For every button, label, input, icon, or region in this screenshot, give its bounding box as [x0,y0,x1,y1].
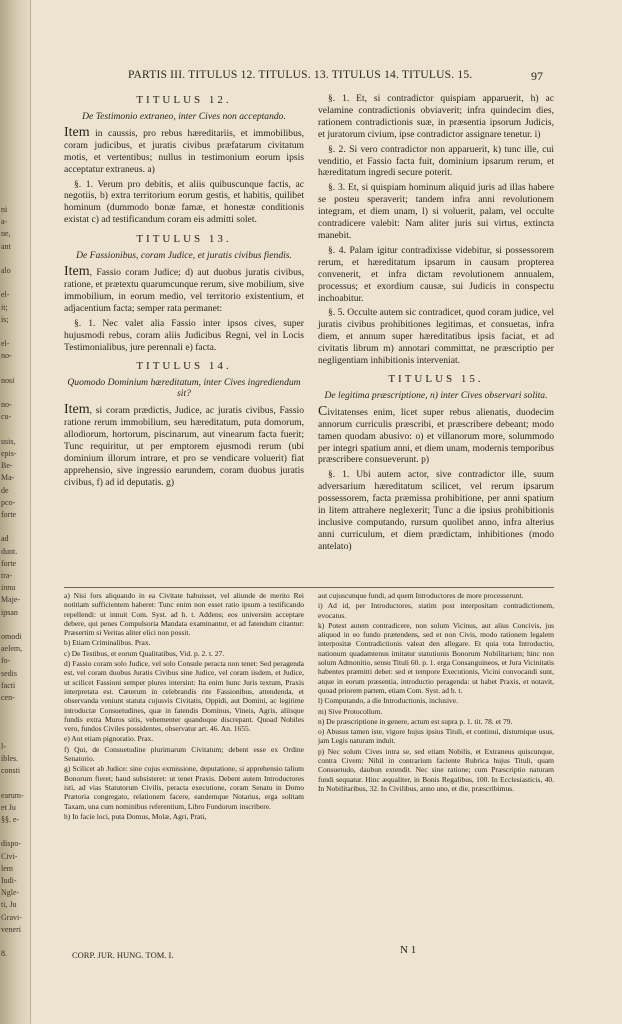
gutter-fragment: forte [1,558,17,568]
gutter-fragment: omodi [1,632,22,641]
gutter-fragment: forte [1,510,17,519]
gutter-fragment: 8. [1,949,7,959]
title-14-section-1: §. 1. Et, si contradictor quispiam apparuerit, h) ac velamine contradictionis obviaverit; infra quindecim dies, rationem contradictionis suæ, in præsentia ipsorum Judicis, et juratorum civium, ipse contradictor assignare tenetur. i) [318,93,554,140]
title-14-heading: TITULUS 14. [136,360,232,373]
footnote: i) Ad id, per Introductores, statim post interpositam contradictionem, evocatus. [318,601,554,620]
gutter-fragment: sedis [1,668,17,678]
gutter-fragment: nosi [1,375,15,385]
footnote: aut cujuscunque fundi, ad quem Introductores de more processerunt. [318,591,524,600]
gutter-fragment: aelem, [1,644,23,654]
title-12-paragraph [64,124,304,176]
footnote: c) De Testibus, et eorum Qualitatibus, Vid. p. 2. t. 27. [64,648,225,658]
initial-word: Item [64,402,90,418]
gutter-fragment: no- [1,400,12,410]
footnote: m) Sive Protocollum. [318,706,383,716]
gutter-fragment: dispo- [1,839,21,849]
gutter-fragment: lem [1,863,13,873]
footnote: p) Nec solum Cives intra se, sed etiam Nobilis, et Extraneus quiscunque, contra Civem: Nihil in contrarium faciente Rubrica hujus Tituli, quam Consuetudo, daubun extendit. Nec sine ratione; cum Præscriptio naturam fundi sequatur. Hinc æqualiter, in Bonis Regalibus, 100. In Ecclesiasticis, 40. In Nobilitaribus, 32. In Civilibus, anno uno, et die, præscribimus. [318,746,554,793]
footnote: b) Etiam Criminalibus. Prax. [64,638,151,648]
bottom-imprint: CORP. JUR. HUNG. TOM. I. [72,950,174,960]
footnotes-left [64,591,304,822]
gutter-fragment: ti, Ju [1,900,17,910]
gutter-fragment: it; [1,302,8,312]
gutter-fragment: ibles. [1,754,19,763]
initial-word: Item [64,264,90,280]
gutter-fragment: no- [1,351,12,361]
gutter-fragment: fo- [1,656,11,666]
footnote: n) De præscriptione in genere, actum est supra p. 1. tit. 78. et 79. [318,716,513,726]
paragraph-text: , si coram prædictis, Judice, ac juratis civibus, Fassio ratione rerum immobilium, seu hæreditatum, puta domorum, allodiorum, hortorum, piscinarum, aut vinearum facta fuerit; Tunc requiritur, ut per emptorem ejusmodi rerum (ubi dominium illorum intrare, et pro se vendicare voluerit) fiat apprehensio, sive ingressio earundem, coram duobus juratis civibus, f) ad id deputatis. g) [64,405,304,488]
gutter-fragment: ne, [1,229,11,239]
gutter-fragment: Ngle- [1,888,20,898]
gutter-fragment: facti [1,680,16,690]
title-13-paragraph [64,266,304,315]
footnote: g) Scilicet ab Judice: sine cujus exmissione, deputatione, si apprehensio talium Bonorum fieret; haud subsisteret: ut tenet Praxis. Debent autem Introductores isti, ad vias Statutorum Civilis, peracta executione, coram Senatu in Domo Prætoria congregato, relationem facere, eandemque Notarius, erga solitam Taxam, una cum nominibus referentium, Libro Fundorum inscribere. [64,764,304,811]
footnote: h) In facie loci, puta Domus, Molæ, Agri, Prati, [64,811,207,821]
gutter-fragment: cen- [1,693,15,702]
gutter-fragment: epis- [1,449,17,458]
footnote-rule [64,587,554,588]
footnotes-right [318,591,554,794]
title-13-subtitle: De Fassionibus, coram Judice, et juratis civibus fiendis. [76,250,292,262]
title-15-section-1: §. 1. Ubi autem actor, sive contradictor ille, suum adversarium hæreditatum scilicet, vel rerum ipsarum possessorem, facta præmissa prohibitione, per anni spatium in litem attrahere neglexerit; Tunc a die ipsius prohibitionis inclusive computando, rursum quolibet anno, infra alterius anni curriculum, et diem prædictam, inhibitiones (modo antelato) [318,469,554,552]
paragraph-text: , Fassio coram Judice; d) aut duobus juratis civibus, ratione, et prætextu quarumcunque rerum, sive mobilium, sive immobilium, in eorum medio, vel territorio existentium, et adjacentium facta; semper rata permanet: [64,267,304,314]
gutter-fragment: consti [1,766,21,776]
gutter-fragment: Civi- [1,851,18,861]
gutter-fragment: pco- [1,497,16,507]
title-12-heading: TITULUS 12. [136,94,232,106]
title-14-section-4: §. 4. Palam igitur contradixisse videbitur, si possessorem rerum, et hæreditatum ipsarum in causam propterea convenerit, et infra dictam revolutionem annualem, processus; et exordium causæ, sui Judicis in conspectu inchoabitur. [318,244,554,304]
title-12-subtitle: De Testimonio extraneo, inter Cives non acceptando. [82,110,286,122]
gutter-fragment: innu [1,583,16,593]
title-14-section-2: §. 2. Si vero contradictor non apparuerit, k) tunc ille, cui venditio, et Fassio facta fuit, dominium ipsarum rerum, et hæreditatum ingredi secure poterit. [318,143,554,179]
footnote: f) Qui, de Consuetudine plurimarum Civitatum; debent esse ex Ordine Senatorio. [64,744,304,764]
gutter-fragment: de [1,485,9,495]
gutter-fragment: a- [1,217,8,227]
gutter-fragment: §§. e- [1,815,20,824]
gutter-fragment: earum- [1,790,24,800]
gutter-fragment: Be- [1,461,13,471]
gutter-fragment: is; [1,314,9,324]
gutter-fragment: veneri [1,924,21,934]
paragraph-text: ivitatenses enim, licet super rebus alienatis, duodecim annorum curriculis præscribi, et præscribere debeant; modo tamen quodam abusivo: o) et villanorum more, solummodo per integri spatium anni, et diem unam, modernis temporibus præscribere consueverunt. p) [318,406,554,466]
footnote: d) Fassio coram solo Judice, vel solo Consule peracta non tenet: Sed peragenda est, vel coram duobus Juratis Civibus sine Judice, vel coram iisdem, et Judice, ut scilicet Fassioni semper plures intersint: Ita enim hunc Juris textum, Praxis interpretata est. Cæterum in celebrandis rite Fassionibus, attendenda, et observanda veniunt statuta cujusvis Civitatis, Oppidi, aut Domini, ac legitime introductæ Consuetudines, quæ in fatendis Dominus, Vineis, Agris, aliisque fundis extra Muros sitis, vehementer quandoque discrepant. Quoad Nobiles vero, fundos Civiles possidentes, observatur art. 46. An. 1655. [64,659,304,734]
gutter-fragment: el- [1,290,10,300]
gutter-fragment: et Ju [1,802,16,812]
title-13-section-1: §. 1. Nec valet alia Fassio inter ipsos cives, super hujusmodi rebus, coram aliis Judicibus Regni, vel in Locis Testimonialibus, jure perennali e) facta. [64,317,304,353]
gutter-fragment: Ma- [1,473,15,483]
title-14-section-3: §. 3. Et, si quispiam hominum aliquid juris ad illas habere se posteu speraverit; tandem infra anni revolutionem integram, et diem unam, l) si voluerit, palam, vel occulte contradicere valebit: Nam aliter juris sui virtus, extincta manebit. [318,182,554,241]
page-number: 97 [531,69,543,83]
gutter-fragment: ni [1,205,8,214]
title-15-paragraph [318,403,554,467]
gutter-fragment: usis, [1,436,16,446]
gutter-fragment: Gravi- [1,912,22,922]
footnote: a) Nisi fors aliquando in ea Civitate habuisset, vel aliunde de merito Rei notitiam sufficientem haberet: Tunc enim non esset ratio ipsum a testificando repellendi: ut innuit Com. Syst. ad h. t. Addens; eos universim acceptare debere, qui penes Compulsoria Mandata examinantur, et ad fatendum citantur: Præsertim si Veritas aliter elici non possit. [64,591,304,638]
title-15-heading: TITULUS 15. [388,372,484,385]
gutter-fragment: cu- [1,412,12,422]
footnote: o) Abusus tamen iste, vigore hujus ipsius Tituli, et continui, disturnique usus, jam Legis naturam induit. [318,727,554,746]
gutter-fragment: el- [1,339,10,349]
gutter-fragment: ipsan [1,607,18,617]
title-13-heading: TITULUS 13. [136,233,232,246]
footnote: e) Aut etiam pignoratio. Prax. [64,734,154,744]
title-14-paragraph [64,404,304,488]
initial-word: Item [64,124,90,140]
initial-letter: C [318,403,328,419]
gutter-fragment: alo [1,266,11,275]
left-column [64,93,304,492]
title-15-subtitle: De legitima præscriptione, n) inter Cives observari solita. [324,389,548,401]
gutter-fragment: dunt. [1,546,18,556]
gutter-fragment: ant [1,241,11,251]
title-14-section-5: §. 5. Occulte autem sic contradicet, quod coram judice, vel juratis civibus prohibitiones legitimas, et consuetas, infra diem, et annum super hæreditatibus ipsis faciat, et ad civitatis librum m) annotari committat, ne præscriptio per negligentiam inhibitionis interveniat. [318,307,554,367]
running-header: PARTIS III. TITULUS 12. TITULUS. 13. TITULUS 14. TITULUS. 15. [128,69,473,81]
gutter-fragment: Iudi- [1,876,17,885]
gutter-fragment: l- [1,741,6,751]
gutter-fragment: tra- [1,571,13,580]
right-column [318,93,554,556]
title-14-subtitle: Quomodo Dominium hæreditatum, inter Cives ingrediendum sit? [67,377,301,400]
gutter-fragment: Maje- [1,595,21,605]
paragraph-text: in caussis, pro rebus hæreditariis, et immobilibus, coram judicibus, et juratis civibus præfatarum civitatum motis, et vertentibus; nullus in testimonium eorum ipsis acceptatur extraneus. a) [64,127,304,175]
title-12-section-1: §. 1. Verum pro debitis, et aliis quibuscunque factis, ac negotiis, b) extra territorium eorum gestis, et habitis, quilibet hominum (dummodo bonæ famæ, et honestæ conditionis existat c) ad testificandum coram eis admitti solet. [64,178,304,226]
footnote: k) Potest autem contradicere, non solum Vicinus, aut alius Concivis, jus aliquod in eo fundo prætendens, sed et non Civis, modo rationem legalem interpositæ Contradictionis valeat den allegare. Et quia tota Introductio, nationum quadamtenus imitatur statutionis Bonorum Nobilitarium; hinc non solum Admonitio, sensu Tituli 60. p. 1. erga Consanguineos, et Jura Vicinitatis habentes præmitti debet: sed et tempore Executionis, Vicini convocandi sunt, atque in eorum præsentia, introductio peragenda: ut habet Praxis, et notavit, quoad priorem partem, etiam Com. Syst. ad h. t. [318,620,554,695]
gutter-fragment: ad [1,534,9,544]
footnote: l) Computando, a die Introductionis, inclusive. [318,696,458,706]
signature-mark: N 1 [400,944,417,956]
adjacent-page-edge [0,0,31,1024]
